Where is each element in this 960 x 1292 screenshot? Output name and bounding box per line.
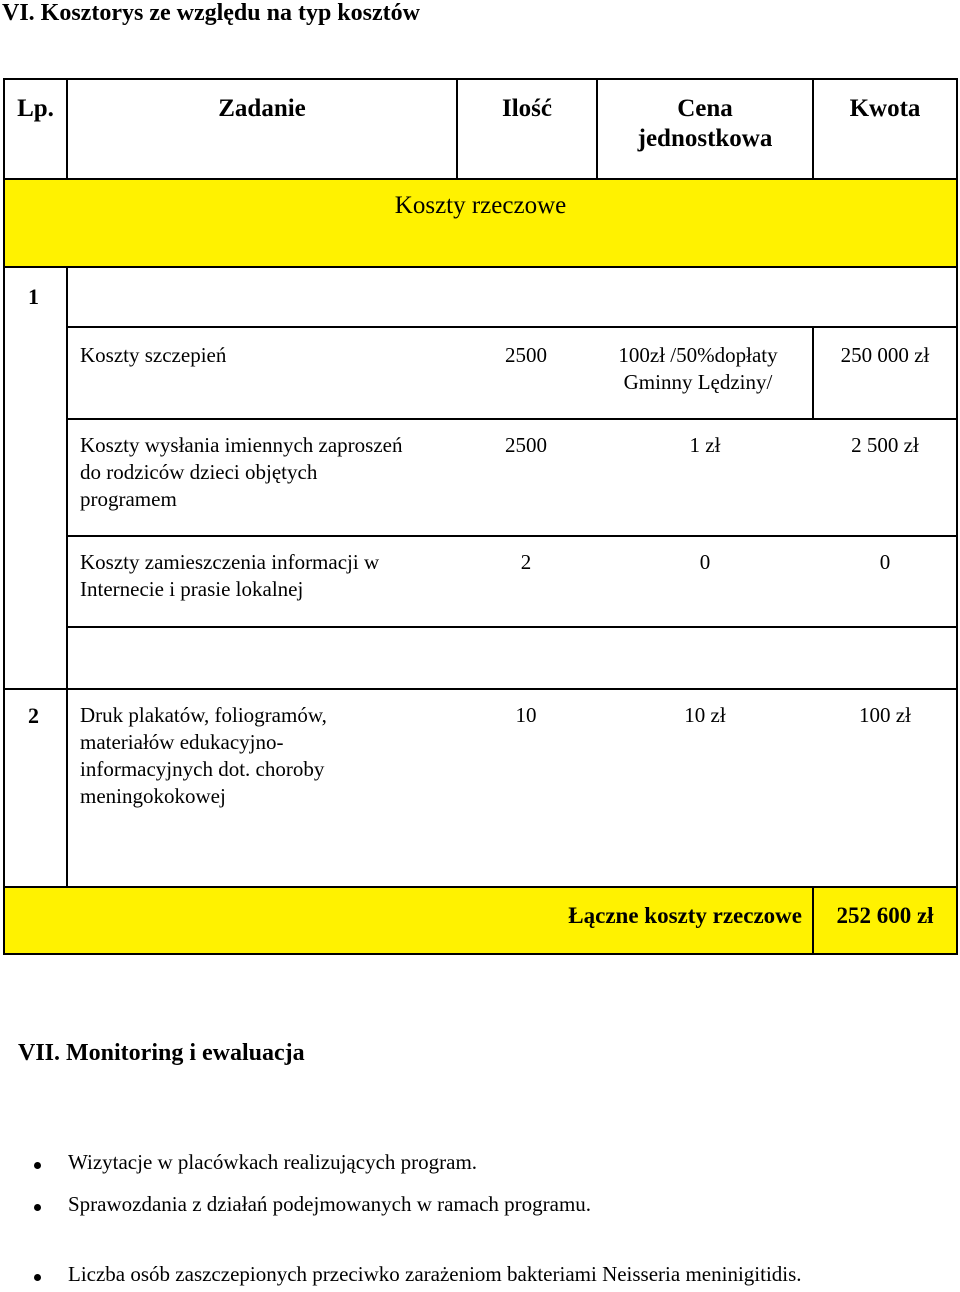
band-title: Koszty rzeczowe <box>394 192 567 219</box>
bullet-icon <box>34 1204 41 1211</box>
task-line: Internecie i prasie lokalnej <box>80 577 304 601</box>
section-6-title: VI. Kosztorys ze względu na typ kosztów <box>2 0 420 26</box>
list-item <box>0 1262 960 1292</box>
row2-amount: 100 zł <box>859 703 911 727</box>
task-line: do rodziców dzieci objętych <box>80 460 318 484</box>
task-line: meningokokowej <box>80 784 226 808</box>
price-line: 1 zł <box>689 433 721 457</box>
row1-item3-price <box>598 549 812 576</box>
section-7-title: VII. Monitoring i ewaluacja <box>18 1040 305 1066</box>
list-item <box>0 1150 960 1180</box>
header-lp: Lp. <box>17 95 54 122</box>
row1-item2-amount: 2 500 zł <box>851 433 919 457</box>
task-line: programem <box>80 487 177 511</box>
list-item <box>0 1192 960 1222</box>
row2-lp: 2 <box>28 703 39 728</box>
total-label: Łączne koszty rzeczowe <box>568 903 802 928</box>
row1-lp: 1 <box>28 284 39 309</box>
task-line: Druk plakatów, foliogramów, <box>80 703 327 727</box>
row1-item1-price <box>598 342 798 396</box>
list-item-text: Wizytacje w placówkach realizujących program. <box>68 1150 478 1174</box>
header-cena-line1: Cena <box>677 95 733 122</box>
task-line: Koszty szczepień <box>80 343 227 367</box>
row1-item3-qty: 2 <box>520 550 532 574</box>
row2-task <box>80 702 327 810</box>
row1-item1-task <box>80 342 226 369</box>
total-value: 252 600 zł <box>836 903 934 928</box>
task-line: Koszty wysłania imiennych zaproszeń <box>80 433 403 457</box>
row1-item2-price <box>598 432 812 459</box>
list-item-text: Liczba osób zaszczepionych przeciwko zarażeniom bakteriami Neisseria meninigitidis. <box>68 1262 802 1286</box>
task-line: informacyjnych dot. choroby <box>80 757 325 781</box>
list-item-text: Sprawozdania z działań podejmowanych w ramach programu. <box>68 1192 592 1216</box>
row1-item1-qty: 2500 <box>505 343 547 367</box>
header-zadanie: Zadanie <box>218 95 306 122</box>
row2-qty: 10 <box>515 703 537 727</box>
row1-item1-amount: 250 000 zł <box>840 343 930 367</box>
task-line: materiałów edukacyjno- <box>80 730 284 754</box>
price-line: 100zł /50%dopłaty <box>618 343 778 367</box>
header-kwota: Kwota <box>849 95 921 122</box>
row1-item2-task <box>80 432 403 513</box>
header-ilosc: Ilość <box>502 95 552 122</box>
task-line: Koszty zamieszczenia informacji w <box>80 550 380 574</box>
bullet-icon <box>34 1162 41 1169</box>
price-line: Gminny Lędziny/ <box>623 370 773 394</box>
row1-item3-amount: 0 <box>879 550 891 574</box>
row1-item2-qty: 2500 <box>505 433 547 457</box>
row2-price: 10 zł <box>684 703 726 727</box>
bullet-icon <box>34 1274 41 1281</box>
row1-item3-task <box>80 549 379 603</box>
header-cena-line2: jednostkowa <box>637 125 773 152</box>
header-cena <box>598 94 812 154</box>
price-line: 0 <box>699 550 711 574</box>
